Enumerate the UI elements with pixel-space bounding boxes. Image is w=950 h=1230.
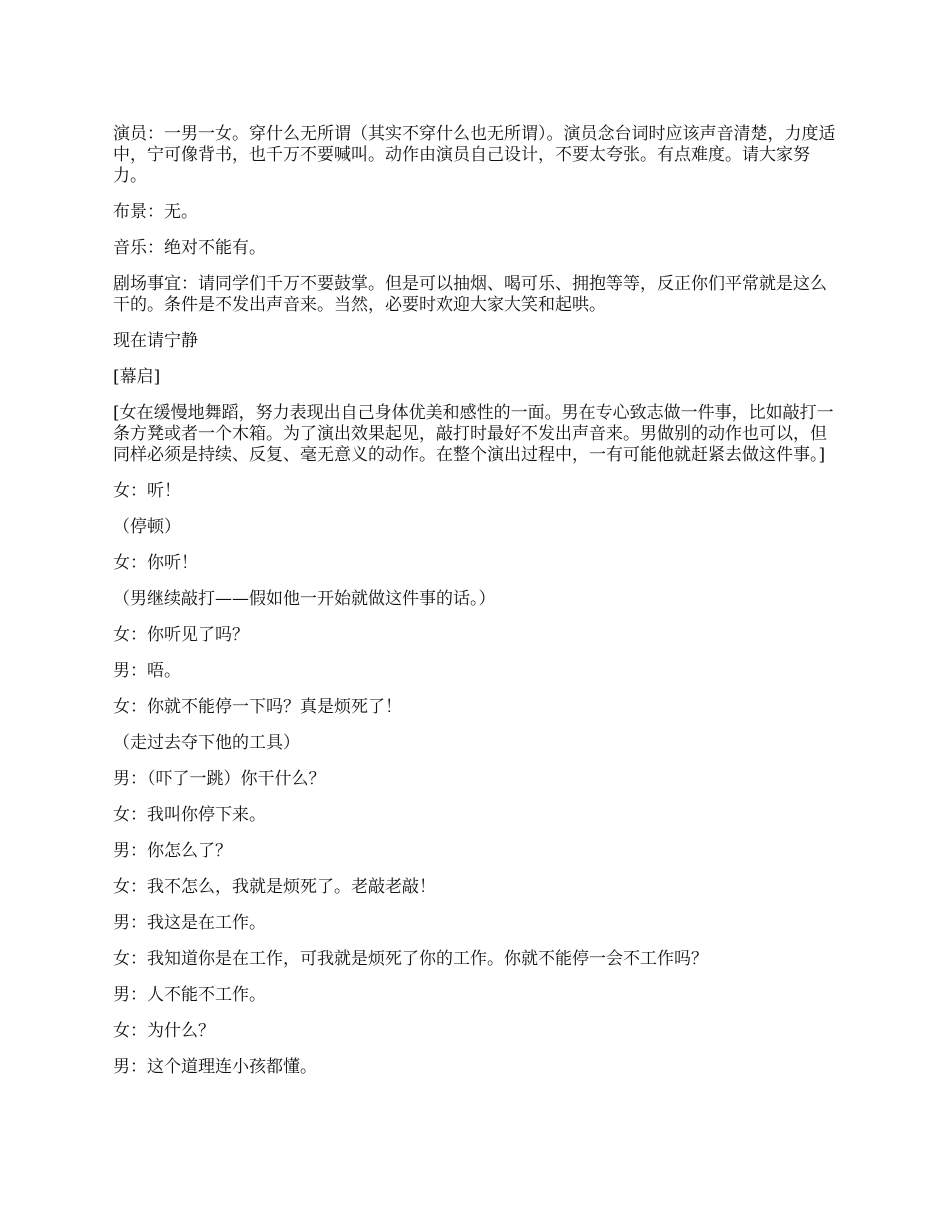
paragraph-curtain: [幕启] — [113, 367, 161, 387]
dialogue-line: 男：你怎么了？ — [113, 841, 232, 861]
paragraph-theatre-notes: 剧场事宜：请同学们千万不要鼓掌。但是可以抽烟、喝可乐、拥抱等等，反正你们平常就是这么干的。条件是不发出声音来。当然，必要时欢迎大家大笑和起哄。 — [113, 274, 827, 315]
stage-direction-line: （停顿） — [113, 517, 181, 537]
stage-direction-line: （走过去夺下他的工具） — [113, 733, 300, 753]
dialogue-line: 女：我知道你是在工作，可我就是烦死了你的工作。你就不能停一会不工作吗？ — [113, 949, 708, 969]
dialogue-line: 女：为什么？ — [113, 1021, 215, 1041]
dialogue-line: 女：我叫你停下来。 — [113, 805, 266, 825]
dialogue-line: 男：唔。 — [113, 661, 181, 681]
dialogue-line: 女：你听！ — [113, 553, 198, 573]
script-body — [113, 124, 843, 1093]
stage-direction-line: （男继续敲打——假如他一开始就做这件事的话。） — [113, 589, 496, 609]
dialogue-line: 女：你听见了吗？ — [113, 625, 249, 645]
dialogue-line: 男：我这是在工作。 — [113, 913, 266, 933]
dialogue-line: 男：（吓了一跳）你干什么？ — [113, 769, 326, 789]
dialogue-line: 女：你就不能停一下吗？真是烦死了！ — [113, 697, 402, 717]
dialogue-line: 男：这个道理连小孩都懂。 — [113, 1057, 317, 1077]
dialogue-line: 女：我不怎么，我就是烦死了。老敲老敲！ — [113, 877, 436, 897]
dialogue-line: 男：人不能不工作。 — [113, 985, 266, 1005]
paragraph-set: 布景：无。 — [113, 202, 198, 222]
paragraph-music: 音乐：绝对不能有。 — [113, 238, 266, 258]
paragraph-cast: 演员：一男一女。穿什么无所谓（其实不穿什么也无所谓）。演员念台词时应该声音清楚，力度适中，宁可像背书，也千万不要喊叫。动作由演员自己设计，不要太夸张。有点难度。请大家努力。 — [113, 124, 836, 186]
paragraph-silence: 现在请宁静 — [113, 331, 198, 351]
dialogue-line: 女：听！ — [113, 481, 181, 501]
paragraph-stage-direction: [女在缓慢地舞蹈，努力表现出自己身体优美和感性的一面。男在专心致志做一件事，比如敲打一条方凳或者一个木箱。为了演出效果起见，敲打时最好不发出声音来。男做别的动作也可以，但同样必须是持续、反复、毫无意义的动作。在整个演出过程中，一有可能他就赶紧去做这件事。] — [113, 403, 834, 465]
